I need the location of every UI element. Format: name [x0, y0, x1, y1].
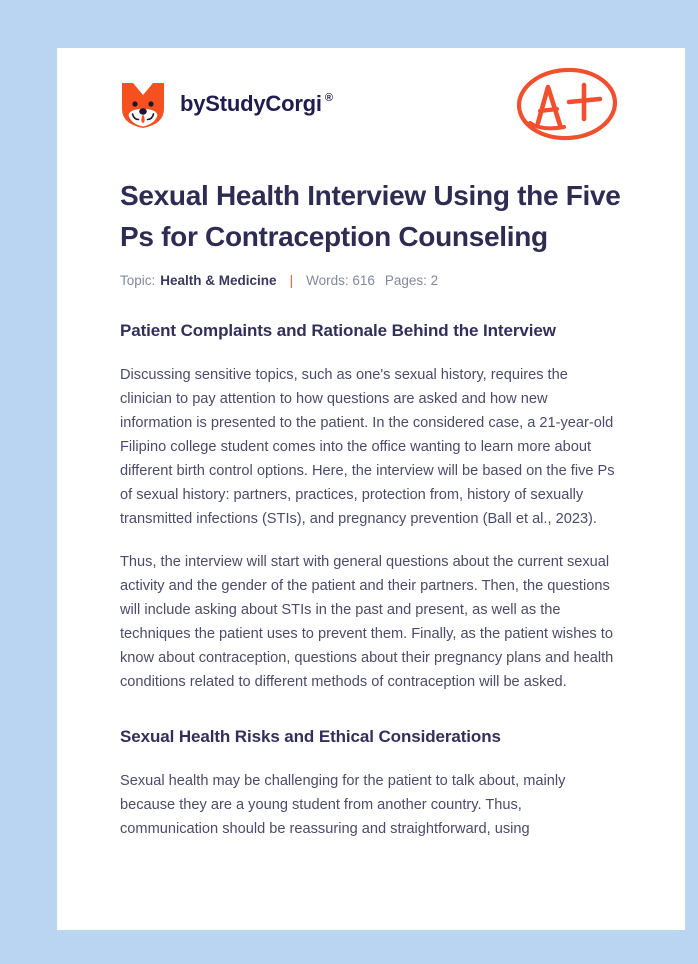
section-1-paragraph-2: Thus, the interview will start with general questions about the current sexual activity and the gender of the patient and their partners. Then, the questions will include asking about STIs in the past and present, as well as the techniques the patient uses to prevent them. Finally, as the patient wishes to know about contraception, questions about their pregnancy plans and health conditions related to different methods of contraception will be asked. [120, 554, 614, 690]
topic-value[interactable]: Health & Medicine [160, 273, 277, 288]
section-heading-1: Patient Complaints and Rationale Behind the Interview [120, 321, 556, 340]
registered-trademark-icon: ® [324, 91, 333, 104]
word-count: Words: 616 [306, 273, 375, 288]
brand-wordmark [180, 91, 333, 117]
brand-name: StudyCorgi [205, 90, 322, 116]
meta-separator: | [289, 273, 294, 288]
document-page [57, 48, 685, 930]
topic-label: Topic: [120, 273, 156, 288]
section-heading-2: Sexual Health Risks and Ethical Considerations [120, 727, 501, 746]
document-meta [120, 273, 622, 288]
page-count: Pages: 2 [384, 273, 439, 288]
brand-prefix: by [180, 90, 206, 116]
corgi-face-icon [120, 79, 166, 129]
section-1-paragraph-1: Discussing sensitive topics, such as one's sexual history, requires the clinician to pay attention to how questions are asked and how new information is presented to the patient. In the considered case, a 21-year-old Filipino college student comes into the office wanting to learn more about different birth control options. Here, the interview will be based on the five Ps of sexual history: partners, practices, protection from, history of sexually transmitted infections (STIs), and pregnancy prevention (Ball et al., 2023). [120, 367, 615, 527]
page-title: Sexual Health Interview Using the Five Ps for Contraception Counseling [120, 180, 621, 252]
studycorgi-logo[interactable] [120, 79, 333, 129]
document-header [120, 48, 622, 153]
section-2-paragraph-1: Sexual health may be challenging for the patient to talk about, mainly because they are a young student from another country. Thus, communication should be reassuring and straightforward, using [120, 773, 566, 837]
a-plus-circled-icon [512, 61, 622, 147]
